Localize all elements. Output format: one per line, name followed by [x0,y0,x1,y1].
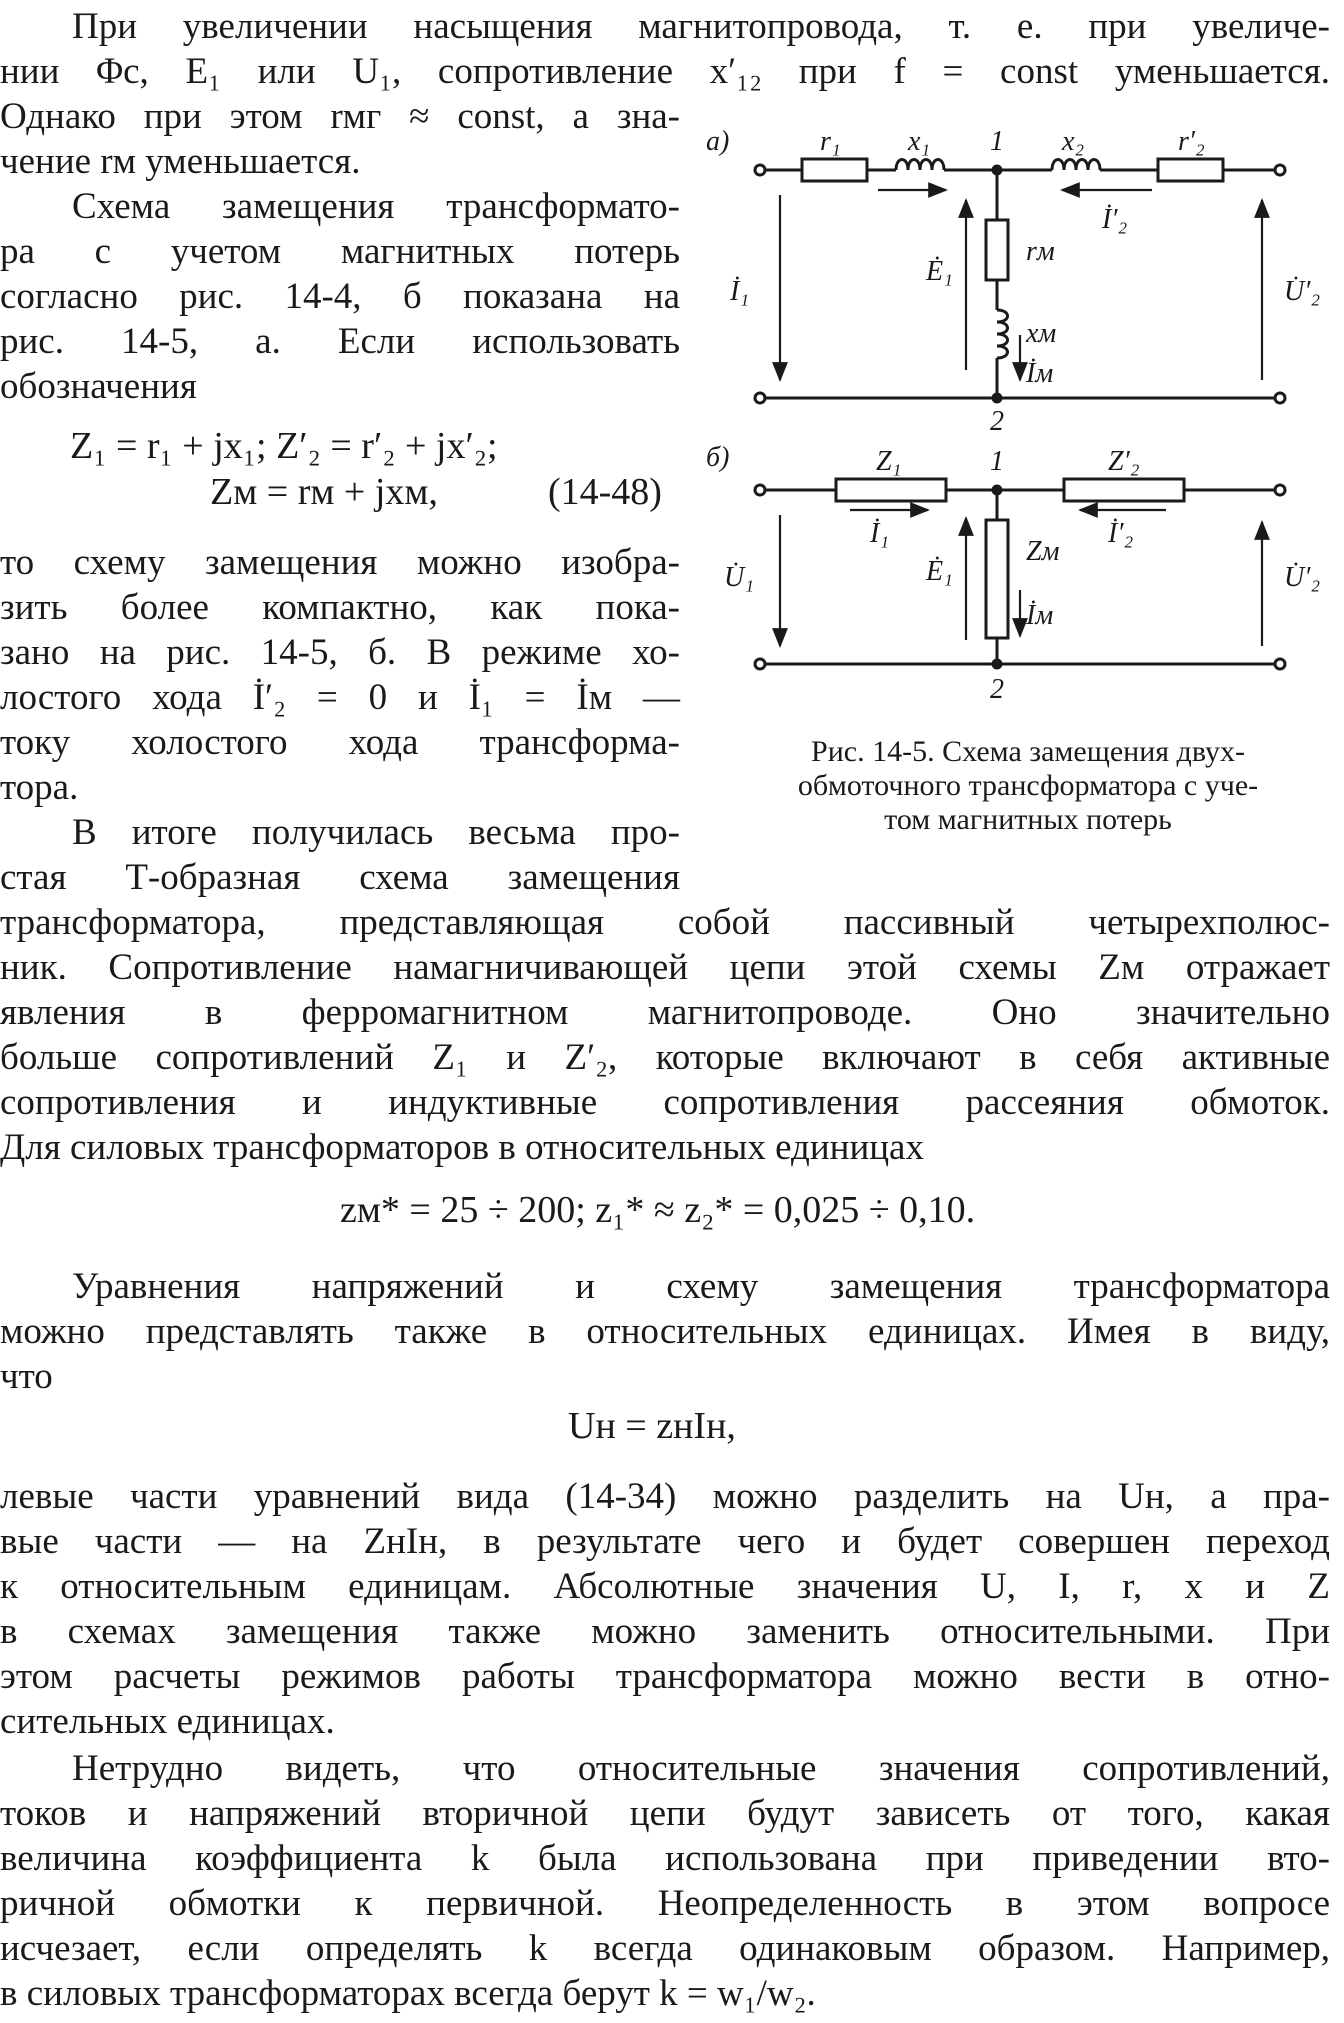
text-line: тора. [0,767,79,808]
resistor-r2 [1158,159,1223,181]
text-line: лостого хода İ′₂ = 0 и İ₁ = İм — [0,677,680,718]
text-line: Нетрудно видеть, что относительные значения сопротивлений, [72,1748,1330,1789]
circuit-a [760,159,1280,398]
inductor-x1 [896,160,944,171]
terminal-node [755,485,765,495]
label-e1: Ė₁ [926,556,953,587]
caption-line: том магнитных потерь [884,803,1172,836]
label-e1: Ė₁ [926,256,953,287]
label-x1: x₁ [908,126,931,157]
text-line: Схема замещения трансформато- [72,186,680,227]
terminal-node [755,393,765,403]
junction-node [993,660,1001,668]
paragraph-3 [0,540,680,810]
text-line: левые части уравнений вида (14-34) можно разделить на Uн, а пра- [0,1476,1330,1517]
text-line: сительных единицах. [0,1701,335,1742]
text-line: то схему замещения можно изобра- [0,542,680,583]
text-line: согласно рис. 14-4, б показана на [0,276,680,317]
panel-b-label: б) [706,442,730,473]
text-line: токов и напряжений вторичной цепи будут зависеть от того, какая [0,1793,1330,1834]
text-line: к относительным единицам. Абсолютные значения U, I, r, x и Z [0,1566,1330,1607]
equation-impedances-line1: Z₁ = r₁ + jx₁; Z′₂ = r′₂ + jx′₂; [70,425,498,467]
paragraph-6 [0,1474,1330,1744]
text-line: можно представлять также в относительных единицах. Имея в виду, [0,1311,1330,1352]
inductor-xm [997,310,1008,358]
label-im: İм [1026,600,1054,631]
caption-line: обмоточного трансформатора с уче- [797,769,1259,802]
terminal-node [1275,165,1285,175]
text-line: Однако при этом rмг ≈ const, а зна- [0,96,680,137]
circuit-b [760,479,1280,664]
text-line: ричной обмотки к первичной. Неопределенность в этом вопросе [0,1883,1330,1924]
impedance-z2 [1064,479,1184,501]
text-line: в схемах замещения также можно заменить относительными. При [0,1611,1330,1652]
text-line: в силовых трансформаторах всегда берут k = w₁/w₂. [0,1973,816,2014]
text-line: ник. Сопротивление намагничивающей цепи этой схемы Zм отражает [0,947,1330,988]
text-line: чение rм уменьшается. [0,141,361,182]
terminal-node [755,165,765,175]
terminal-node [755,659,765,669]
text-line: стая Т-образная схема замещения [0,857,680,898]
equivalent-circuit-figure [700,110,1340,730]
label-i1: İ₁ [870,518,890,549]
junction-node [993,486,1001,494]
label-r1: r₁ [820,126,841,157]
label-z1: Z₁ [876,446,902,477]
label-i2: İ′₂ [1102,204,1128,235]
label-x2: x₂ [1062,126,1085,157]
impedance-zm [986,520,1008,638]
junction-node [993,166,1001,174]
text-line: больше сопротивлений Z₁ и Z′₂, которые включают в себя активные [0,1037,1330,1078]
paragraph-4 [0,900,1330,1170]
panel-a-label: а) [706,126,730,157]
text-line: току холостого хода трансформа- [0,722,680,763]
text-line: исчезает, если определять k всегда одинаковым образом. Например, [0,1928,1330,1969]
label-node-2: 2 [990,674,1004,705]
label-z2: Z′₂ [1108,446,1140,477]
text-line: сопротивления и индуктивные сопротивления рассеяния обмоток. [0,1082,1330,1123]
label-xm: xм [1026,318,1057,349]
label-r2: r′₂ [1178,126,1205,157]
equation-base-voltage: Uн = zнIн, [568,1405,736,1447]
label-node-1: 1 [990,126,1004,157]
label-i2: İ′₂ [1108,518,1134,549]
text-line: явления в ферромагнитном магнитопроводе. Оно значительно [0,992,1330,1033]
text-line: зано на рис. 14-5, б. В режиме хо- [0,632,680,673]
equation-number: (14-48) [548,471,662,513]
text-line: рис. 14-5, а. Если использовать [0,321,680,362]
inductor-x2 [1052,160,1100,171]
label-u2: U̇′₂ [1284,276,1321,307]
paragraph-7 [0,1746,1330,2016]
paragraph-1 [0,4,1330,94]
text-line: этом расчеты режимов работы трансформатора можно вести в отно- [0,1656,1330,1697]
text-line: Уравнения напряжений и схему замещения трансформатора [72,1266,1330,1307]
terminal-node [1275,393,1285,403]
label-u2: U̇′₂ [1284,562,1321,593]
equation-per-unit-values: zм* = 25 ÷ 200; z₁* ≈ z₂* = 0,025 ÷ 0,10. [340,1189,976,1231]
label-zm: Zм [1026,536,1060,567]
equation-impedances-line2: Zм = rм + jxм, [210,471,438,513]
paragraph-5 [0,1264,1330,1399]
label-i1: İ₁ [730,276,750,307]
resistor-r1 [802,159,867,181]
resistor-rm [986,220,1008,280]
text-line: ра с учетом магнитных потерь [0,231,680,272]
label-im: İм [1026,358,1054,389]
text-line: В итоге получилась весьма про- [72,812,680,853]
text-line: нии Φс, E₁ или U₁, сопротивление x′₁₂ при f = const уменьшается. [0,51,1330,92]
junction-node [993,394,1001,402]
caption-line: Рис. 14-5. Схема замещения двух- [811,735,1245,768]
paragraph-1-narrow [0,94,680,184]
text-line: обозначения [0,366,197,407]
text-line: что [0,1356,53,1397]
text-line: величина коэффициента k была использована при приведении вто- [0,1838,1330,1879]
text-line: вые части — на ZнIн, в результате чего и будет совершен переход [0,1521,1330,1562]
terminal-node [1275,659,1285,669]
label-u1: U̇₁ [724,562,754,593]
text-line: При увеличении насыщения магнитопровода, т. е. при увеличе- [72,6,1330,47]
terminal-node [1275,485,1285,495]
figure-caption [726,735,1330,837]
label-rm: rм [1026,236,1055,267]
paragraph-4-narrow [0,810,680,900]
impedance-z1 [836,479,946,501]
text-line: трансформатора, представляющая собой пассивный четырехполюс- [0,902,1330,943]
paragraph-2 [0,184,680,409]
text-line: Для силовых трансформаторов в относительных единицах [0,1127,924,1168]
label-node-1: 1 [990,446,1004,477]
text-line: зить более компактно, как пока- [0,587,680,628]
label-node-2: 2 [990,406,1004,437]
